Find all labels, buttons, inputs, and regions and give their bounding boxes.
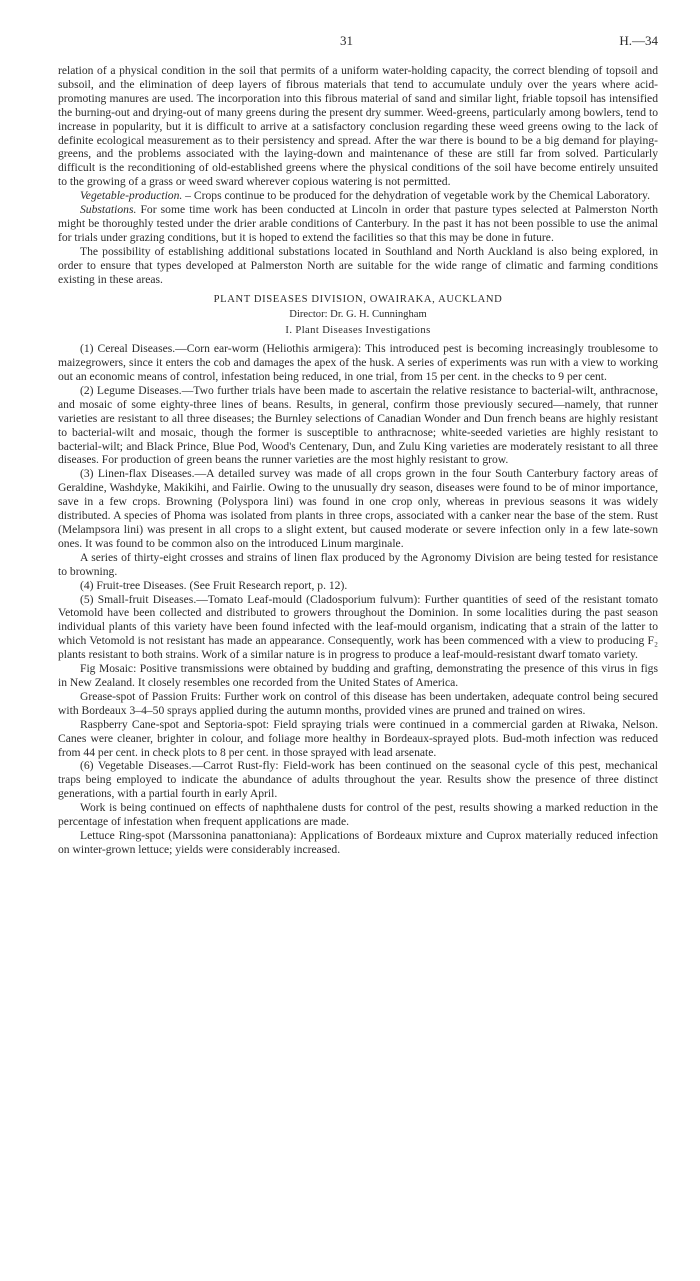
section-heading: I. Plant Diseases Investigations — [285, 325, 431, 337]
paragraph: Grease-spot of Passion Fruits: Further work on control of this disease has been undertaken, adequate control being secured with Bordeaux 3–4–50 sprays applied during the autumn months, provided vines are pruned and trained on wires. — [58, 689, 658, 717]
division-heading: PLANT DISEASES DIVISION, OWAIRAKA, AUCKLAND — [213, 293, 503, 305]
paragraph: (5) Small-fruit Diseases.—Tomato Leaf-mould (Cladosporium fulvum): Further quantities of seed of the resistant tomato Vetomold have been collected and distributed to growers throughout the Dominion. In some localities during the past season individual plants of this variety have been found infected with the leaf-mould organism, indicating that a strain of the latter to which Vetomold is not resistant has made an appearance. Consequently, work has been commenced with a view to producing F₂ plants resistant to both strains. Work of a similar nature is in progress to produce a leaf-mould-resistant dwarf tomato variety. — [58, 592, 658, 662]
paragraph: Fig Mosaic: Positive transmissions were obtained by budding and grafting, demonstrating the presence of this virus in figs in New Zealand. It closely resembles one recorded from the United States of America. — [58, 662, 658, 689]
paragraph: (4) Fruit-tree Diseases. (See Fruit Research report, p. 12). — [80, 578, 348, 592]
paragraph: Lettuce Ring-spot (Marssonina panattoniana): Applications of Bordeaux mixture and Cuprox materially reduced infection on winter-grown lettuce; yields were considerably increased. — [58, 828, 658, 856]
paragraph: Raspberry Cane-spot and Septoria-spot: Field spraying trials were continued in a commercial garden at Riwaka, Nelson. Canes were cleaner, brighter in colour, and foliage more healthy in Bordeaux-sprayed plots. Bud-moth infection was reduced from 44 per cent. in check plots to 8 per cent. in those sprayed with lead arsenate. — [58, 717, 658, 759]
paragraph: Substations. For some time work has been conducted at Lincoln in order that pasture types selected at Palmerston North might be thoroughly tested under the drier arable conditions of Canterbury. In the past it has not been possible to use the animal for trials under grazing conditions, but it is hoped to extend the facilities so that this may be done in future. — [58, 203, 658, 244]
paragraph: Work is being continued on effects of naphthalene dusts for control of the pest, results showing a marked reduction in the percentage of infestation when frequent applications are made. — [58, 801, 658, 829]
page-number: 31 — [340, 33, 353, 48]
paragraph-lead: Substations. — [80, 203, 137, 217]
paragraph: relation of a physical condition in the soil that permits of a uniform water-holding capacity, the correct blending of topsoil and subsoil, and the elimination of deep layers of fibrous materials that tend to accumulate unduly over the years where acid-promoting manures are used. The incorporation into this fibrous material of sand and similar light, friable topsoil has intensified the burning-out and drying-out of many greens during the present dry summer. Weed-greens, particularly among bowlers, tend to increase in popularity, but it is difficult to arrive at a satisfactory conclusion regarding these weed greens owing to the lack of definite ecological measurement as to their persistency and spread. After the war there is bound to be a big demand for playing-greens, and the problems associated with the laying-down and maintenance of these are still far from solved. Particularly difficult is the reconditioning of old-established greens where the physical conditions of the soil have become entirely unsuited to the growing of a grass or weed sward wherever copious watering is not permitted. — [58, 64, 658, 189]
page-header — [58, 34, 658, 64]
paragraph: (3) Linen-flax Diseases.—A detailed survey was made of all crops grown in the four South Canterbury factory areas of Geraldine, Washdyke, Makikihi, and Fairlie. Owing to the unusually dry season, diseases were found to be of minor importance, save in a few crops. Browning (Polyspora lini) was found in one crop only, whereas in previous seasons it was widely distributed. A species of Phoma was isolated from plants in three crops, associated with a canker near the base of the stem. Rust (Melampsora lini) was present in all crops to a slight extent, but caused moderate or severe infection only in a few late-sown ones. It was found to be common also on the introduced Linum marginale. — [58, 467, 658, 550]
paragraph: (1) Cereal Diseases.—Corn ear-worm (Heliothis armigera): This introduced pest is becoming increasingly troublesome to maizegrowers, since it enters the cob and damages the apex of the husk. A series of experiments was run with a view to working out an economic means of control, infestation being reduced, in one trial, from 15 per cent. in the checks to 9 per cent. — [58, 342, 658, 384]
director-line: Director: Dr. G. H. Cunningham — [289, 309, 427, 321]
paragraph: Vegetable-production. – Crops continue to be produced for the dehydration of vegetable work by the Chemical Laboratory. — [80, 189, 650, 203]
paragraph: (6) Vegetable Diseases.—Carrot Rust-fly: Field-work has been continued on the seasonal cycle of this pest, mechanical traps being employed to indicate the abundance of adults throughout the year. Results show the presence of three distinct generations, with a partial fourth in early April. — [58, 759, 658, 801]
paragraph-lead: Vegetable-production. — [80, 189, 183, 203]
paragraph: A series of thirty-eight crosses and strains of linen flax produced by the Agronomy Division are being tested for resistance to browning. — [58, 550, 658, 578]
document-reference: H.—34 — [619, 33, 658, 48]
paragraph: (2) Legume Diseases.—Two further trials have been made to ascertain the relative resistance to bacterial-wilt, anthracnose, and mosaic of some eighty-three lines of beans. Results, in general, confirm those previously secured—namely, that runner varieties are resistant to all three diseases; the Burnley selections of Canadian Wonder and Dun french beans are highly resistant to bacterial-wilt and mosaic, though the former is susceptible to anthracnose; white-seeded varieties are highly resistant to bacterial-wilt; and Black Prince, Blue Pod, Wood's Centenary, Dun, and Zulu King varieties are moderately resistant to all three diseases. For production of green beans the runner varieties are the most highly resistant to grow. — [58, 383, 658, 467]
paragraph: The possibility of establishing additional substations located in Southland and North Auckland is also being explored, in order to ensure that types developed at Palmerston North are suitable for the wide range of climatic and farming conditions existing in these areas. — [58, 244, 658, 286]
